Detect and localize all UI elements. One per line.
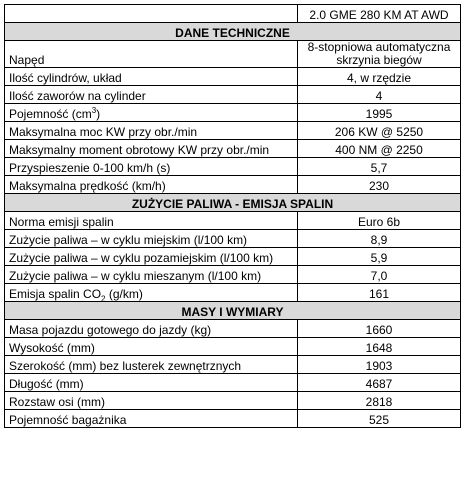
row-label: Wysokość (mm) xyxy=(5,338,298,356)
spellcheck-word: obr. xyxy=(226,143,247,157)
row-value: 1995 xyxy=(298,104,461,122)
label-text: Emisja spalin CO xyxy=(9,287,102,301)
spellcheck-word: obr. xyxy=(154,125,175,139)
row-value: 400 NM @ 2250 xyxy=(298,140,461,158)
table-row xyxy=(5,338,461,356)
table-row xyxy=(5,104,461,122)
table-row xyxy=(5,122,461,140)
label-suffix: /min xyxy=(246,143,270,157)
row-value: 4, w rzędzie xyxy=(298,68,461,86)
table-row xyxy=(5,410,461,428)
table-row xyxy=(5,140,461,158)
table-row xyxy=(5,68,461,86)
row-value: 1903 xyxy=(298,356,461,374)
row-label: Zużycie paliwa – w cyklu pozamiejskim (l/100 km) xyxy=(5,248,298,266)
model-name: 2.0 GME 280 KM AT AWD xyxy=(298,5,461,23)
row-label: Długość (mm) xyxy=(5,374,298,392)
row-label: Maksymalna prędkość (km/h) xyxy=(5,176,298,194)
row-label: Pojemność bagażnika xyxy=(5,410,298,428)
table-row xyxy=(5,392,461,410)
label-suffix: (g/km) xyxy=(105,287,143,301)
label-suffix: ) xyxy=(96,107,101,121)
row-label: Masa pojazdu gotowego do jazdy (kg) xyxy=(5,320,298,338)
section-header xyxy=(5,194,461,212)
table-row xyxy=(5,212,461,230)
table-row xyxy=(5,41,461,68)
label-text: Pojemność (cm xyxy=(9,107,92,121)
row-label: Norma emisji spalin xyxy=(5,212,298,230)
row-label: Szerokość (mm) bez lusterek zewnętrznych xyxy=(5,356,298,374)
row-label: Rozstaw osi (mm) xyxy=(5,392,298,410)
section-title: DANE TECHNICZNE xyxy=(5,23,461,41)
row-value: Euro 6b xyxy=(298,212,461,230)
row-value: 1660 xyxy=(298,320,461,338)
header-empty-cell xyxy=(5,5,298,23)
section-title: ZUŻYCIE PALIWA - EMISJA SPALIN xyxy=(5,194,461,212)
table-row xyxy=(5,158,461,176)
row-label xyxy=(5,104,298,122)
table-row xyxy=(5,374,461,392)
specifications-table xyxy=(4,4,461,428)
section-header xyxy=(5,302,461,320)
label-suffix: /min xyxy=(174,125,198,139)
row-value: 5,7 xyxy=(298,158,461,176)
table-row xyxy=(5,320,461,338)
table-row xyxy=(5,248,461,266)
label-text: Maksymalny moment obrotowy KW przy xyxy=(9,143,227,157)
row-label: Ilość cylindrów, układ xyxy=(5,68,298,86)
row-value: 525 xyxy=(298,410,461,428)
table-row xyxy=(5,284,461,302)
table-row xyxy=(5,266,461,284)
row-value: 230 xyxy=(298,176,461,194)
row-label: Napęd xyxy=(5,41,298,68)
row-label xyxy=(5,284,298,302)
row-value: 161 xyxy=(298,284,461,302)
row-value: 1648 xyxy=(298,338,461,356)
table-row xyxy=(5,230,461,248)
row-label: Ilość zaworów na cylinder xyxy=(5,86,298,104)
row-value: 2818 xyxy=(298,392,461,410)
row-label: Przyspieszenie 0-100 km/h (s) xyxy=(5,158,298,176)
section-title: MASY I WYMIARY xyxy=(5,302,461,320)
row-value: 5,9 xyxy=(298,248,461,266)
row-label: Zużycie paliwa – w cyklu miejskim (l/100 km) xyxy=(5,230,298,248)
row-value: 4 xyxy=(298,86,461,104)
row-label xyxy=(5,140,298,158)
row-value: 8-stopniowa automatyczna skrzynia biegów xyxy=(298,41,461,68)
label-subscript: 2 xyxy=(101,294,106,302)
row-value: 7,0 xyxy=(298,266,461,284)
header-row xyxy=(5,5,461,23)
row-value: 8,9 xyxy=(298,230,461,248)
row-label xyxy=(5,122,298,140)
table-row xyxy=(5,356,461,374)
label-text: Maksymalna moc KW przy xyxy=(9,125,155,139)
section-header xyxy=(5,23,461,41)
table-row xyxy=(5,176,461,194)
row-value: 206 KW @ 5250 xyxy=(298,122,461,140)
row-label: Zużycie paliwa – w cyklu mieszanym (l/100 km) xyxy=(5,266,298,284)
label-superscript: 3 xyxy=(91,106,97,115)
row-value: 4687 xyxy=(298,374,461,392)
table-row xyxy=(5,86,461,104)
